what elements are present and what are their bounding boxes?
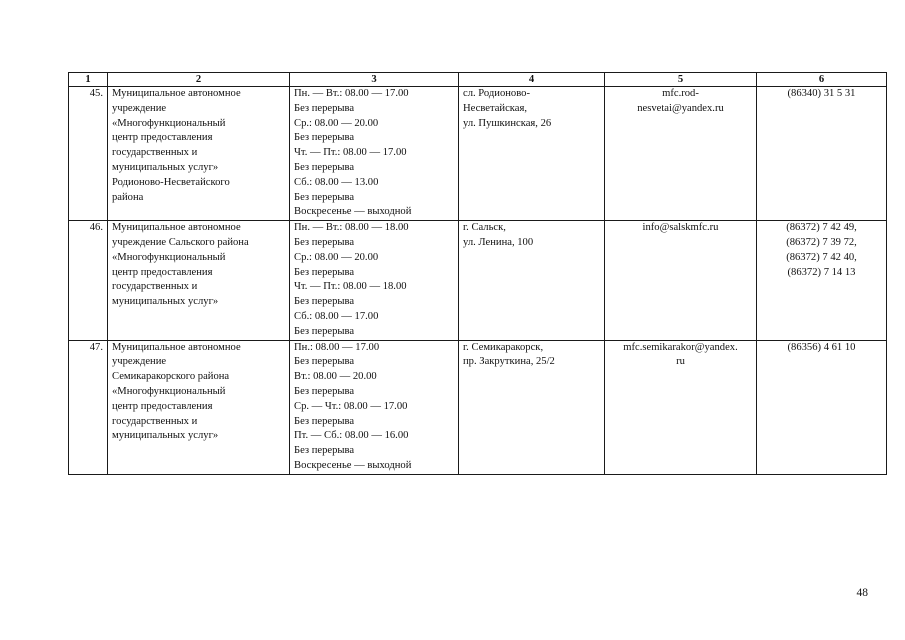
working-hours-line: Без перерыва xyxy=(294,102,355,114)
institution-name-line: учреждение xyxy=(112,102,167,114)
phone-cell xyxy=(757,221,887,340)
email-line: nesvetai@yandex.ru xyxy=(637,102,724,114)
page-number: 48 xyxy=(856,587,868,599)
institution-name-line: центр предоставления xyxy=(112,400,213,412)
institution-name-line: государственных и xyxy=(112,147,198,159)
working-hours-line: Ср.: 08.00 — 20.00 xyxy=(294,251,379,263)
email-line: info@salskmfc.ru xyxy=(642,222,719,234)
institution-name-line: Родионово-Несветайского xyxy=(112,176,230,188)
working-hours-line: Без перерыва xyxy=(294,266,355,278)
working-hours-line: Без перерыва xyxy=(294,356,355,368)
working-hours-line: Без перерыва xyxy=(294,415,355,427)
institution-name-line: «Многофункциональный xyxy=(112,385,226,397)
working-hours-line: Без перерыва xyxy=(294,132,355,144)
address-line: ул. Ленина, 100 xyxy=(463,236,534,248)
institution-name-cell xyxy=(108,340,290,474)
address-cell xyxy=(459,87,605,221)
email-cell xyxy=(605,87,757,221)
row-number: 46. xyxy=(69,221,108,340)
email-cell xyxy=(605,340,757,474)
working-hours-line: Без перерыва xyxy=(294,445,355,457)
working-hours-line: Ср. — Чт.: 08.00 — 17.00 xyxy=(294,400,408,412)
phone-line: (86340) 31 5 31 xyxy=(787,88,856,99)
phone-cell xyxy=(757,340,887,474)
institution-name-line: центр предоставления xyxy=(112,132,213,144)
institution-name-line: «Многофункциональный xyxy=(112,117,226,129)
working-hours-line: Без перерыва xyxy=(294,325,355,337)
institution-name-line: учреждение xyxy=(112,356,167,368)
email-line: mfc.rod- xyxy=(662,88,699,99)
working-hours-line: Воскресенье — выходной xyxy=(294,459,412,471)
working-hours-cell xyxy=(290,87,459,221)
mfc-table xyxy=(68,72,887,475)
working-hours-line: Без перерыва xyxy=(294,296,355,308)
column-header-5: 5 xyxy=(605,73,757,87)
working-hours-line: Пн. — Вт.: 08.00 — 17.00 xyxy=(294,88,409,99)
phone-line: (86372) 7 39 72, xyxy=(786,236,857,248)
table-row xyxy=(69,340,887,474)
working-hours-cell xyxy=(290,221,459,340)
institution-name-line: Муниципальное автономное xyxy=(112,222,241,234)
phone-line: (86356) 4 61 10 xyxy=(787,341,856,353)
institution-name-line: учреждение Сальского района xyxy=(112,236,249,248)
working-hours-line: Без перерыва xyxy=(294,161,355,173)
institution-name-line: Семикаракорского района xyxy=(112,371,230,383)
header-row xyxy=(69,73,887,87)
institution-name-cell xyxy=(108,87,290,221)
column-header-1: 1 xyxy=(69,73,108,87)
column-header-6: 6 xyxy=(757,73,887,87)
working-hours-cell xyxy=(290,340,459,474)
address-line: сл. Родионово- xyxy=(463,88,530,99)
institution-name-line: муниципальных услуг» xyxy=(112,430,219,442)
working-hours-line: Вт.: 08.00 — 20.00 xyxy=(294,371,377,383)
working-hours-line: Сб.: 08.00 — 17.00 xyxy=(294,310,379,322)
working-hours-line: Пт. — Сб.: 08.00 — 16.00 xyxy=(294,430,409,442)
working-hours-line: Пн. — Вт.: 08.00 — 18.00 xyxy=(294,222,409,234)
working-hours-line: Без перерыва xyxy=(294,191,355,203)
address-line: ул. Пушкинская, 26 xyxy=(463,117,552,129)
institution-name-line: Муниципальное автономное xyxy=(112,341,241,353)
column-header-4: 4 xyxy=(459,73,605,87)
institution-name-line: государственных и xyxy=(112,281,198,293)
phone-cell xyxy=(757,87,887,221)
institution-name-line: Муниципальное автономное xyxy=(112,88,241,99)
email-line: mfc.semikarakor@yandex. xyxy=(623,341,738,353)
institution-name-line: «Многофункциональный xyxy=(112,251,226,263)
working-hours-line: Чт. — Пт.: 08.00 — 18.00 xyxy=(294,281,407,293)
institution-name-line: муниципальных услуг» xyxy=(112,296,219,308)
working-hours-line: Пн.: 08.00 — 17.00 xyxy=(294,341,380,353)
phone-line: (86372) 7 42 49, xyxy=(786,222,857,234)
row-number: 45. xyxy=(69,87,108,221)
phone-line: (86372) 7 42 40, xyxy=(786,251,857,263)
institution-name-line: муниципальных услуг» xyxy=(112,161,219,173)
document-sheet xyxy=(68,72,886,475)
address-cell xyxy=(459,340,605,474)
address-line: г. Сальск, xyxy=(463,222,506,234)
address-line: пр. Закруткина, 25/2 xyxy=(463,356,555,368)
table-row xyxy=(69,221,887,340)
email-cell xyxy=(605,221,757,340)
institution-name-line: государственных и xyxy=(112,415,198,427)
column-header-3: 3 xyxy=(290,73,459,87)
working-hours-line: Ср.: 08.00 — 20.00 xyxy=(294,117,379,129)
email-line: ru xyxy=(676,356,685,368)
working-hours-line: Сб.: 08.00 — 13.00 xyxy=(294,176,379,188)
column-header-2: 2 xyxy=(108,73,290,87)
working-hours-line: Без перерыва xyxy=(294,236,355,248)
row-number: 47. xyxy=(69,340,108,474)
address-line: Несветайская, xyxy=(463,102,528,114)
institution-name-line: района xyxy=(112,191,144,203)
table-row xyxy=(69,87,887,221)
working-hours-line: Воскресенье — выходной xyxy=(294,206,412,218)
working-hours-line: Без перерыва xyxy=(294,385,355,397)
working-hours-line: Чт. — Пт.: 08.00 — 17.00 xyxy=(294,147,407,159)
address-line: г. Семикаракорск, xyxy=(463,341,544,353)
address-cell xyxy=(459,221,605,340)
phone-line: (86372) 7 14 13 xyxy=(787,266,856,278)
institution-name-line: центр предоставления xyxy=(112,266,213,278)
institution-name-cell xyxy=(108,221,290,340)
